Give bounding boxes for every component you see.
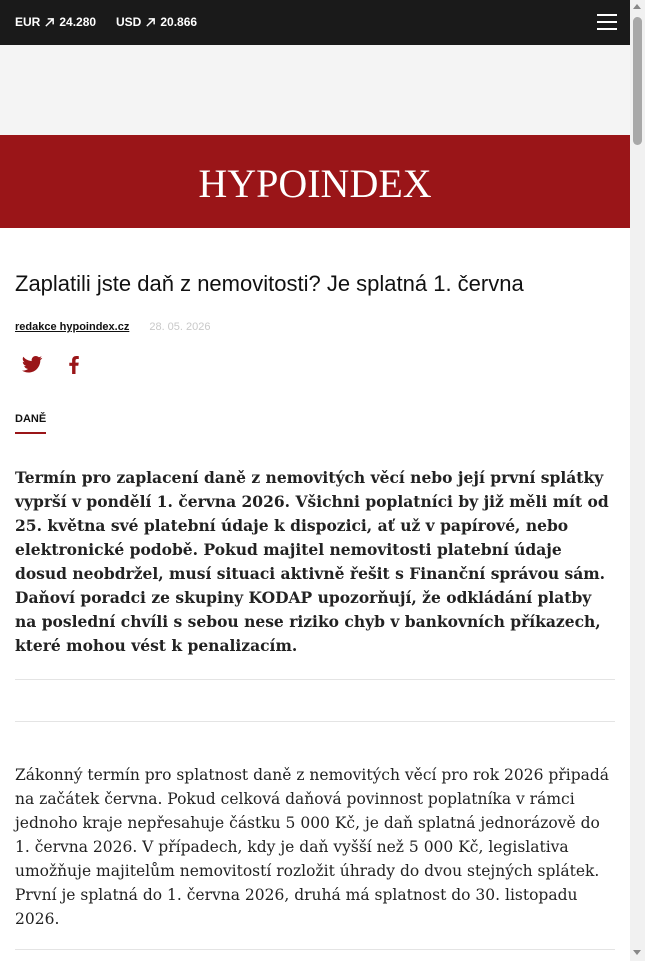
trend-up-icon xyxy=(44,17,55,28)
currency-label: USD xyxy=(116,15,142,29)
trend-up-icon xyxy=(145,17,156,28)
ad-space xyxy=(0,45,630,135)
rate-value: 24.280 xyxy=(59,15,97,29)
brand-banner xyxy=(0,135,630,228)
divider xyxy=(15,949,615,950)
facebook-icon[interactable] xyxy=(62,352,86,376)
share-buttons xyxy=(20,352,86,376)
rate-eur[interactable] xyxy=(15,15,96,29)
article-title: Zaplatili jste daň z nemovitosti? Je splatná 1. června xyxy=(15,271,524,296)
author-link[interactable]: redakce hypoindex.cz xyxy=(15,321,130,333)
hamburger-menu-icon[interactable] xyxy=(597,13,617,31)
currency-label: EUR xyxy=(15,15,41,29)
divider xyxy=(15,721,615,722)
twitter-icon[interactable] xyxy=(20,352,44,376)
vertical-scrollbar[interactable] xyxy=(630,0,645,961)
article-lead: Termín pro zaplacení daně z nemovitých věcí nebo její první splátky vyprší v pondělí 1. června 2026. Všichni poplatníci by již měli mít od 25. května své platební údaje k dispozici, ať už v papírové, nebo elektronické podobě. Pokud majitel nemovitosti platební údaje dosud neobdržel, musí situaci aktivně řešit s Finanční správou sám. Daňoví poradci ze skupiny KODAP upozorňují, že odkládání platby na poslední chvíli s sebou nese riziko chyb v bankovních příkazech, které mohou vést k penalizacím. xyxy=(15,468,609,655)
article-body-paragraph: Zákonný termín pro splatnost daně z nemovitých věcí pro rok 2026 připadá na začátek června. Pokud celková daňová povinnost poplatníka v rámci jednoho kraje nepřesahuje částku 5 000 Kč, je daň splatná jednorázově do 1. června 2026. V případech, kdy je daň vyšší než 5 000 Kč, legislativa umožňuje majitelům nemovitostí rozložit úhrady do dvou stejných splátek. První je splatná do 1. června 2026, druhá má splatnost do 30. listopadu 2026. xyxy=(15,766,610,928)
publish-date: 28. 05. 2026 xyxy=(149,321,211,333)
scrollbar-thumb[interactable] xyxy=(633,17,642,145)
scroll-up-arrow-icon[interactable] xyxy=(633,4,641,9)
scroll-down-arrow-icon[interactable] xyxy=(633,950,641,955)
byline xyxy=(15,321,211,333)
rate-value: 20.866 xyxy=(160,15,198,29)
rate-usd[interactable] xyxy=(116,15,197,29)
divider xyxy=(15,679,615,680)
site-logo[interactable]: HYPOINDEX xyxy=(198,161,432,206)
category-tag[interactable]: DANĚ xyxy=(15,413,46,434)
currency-bar xyxy=(0,0,630,45)
